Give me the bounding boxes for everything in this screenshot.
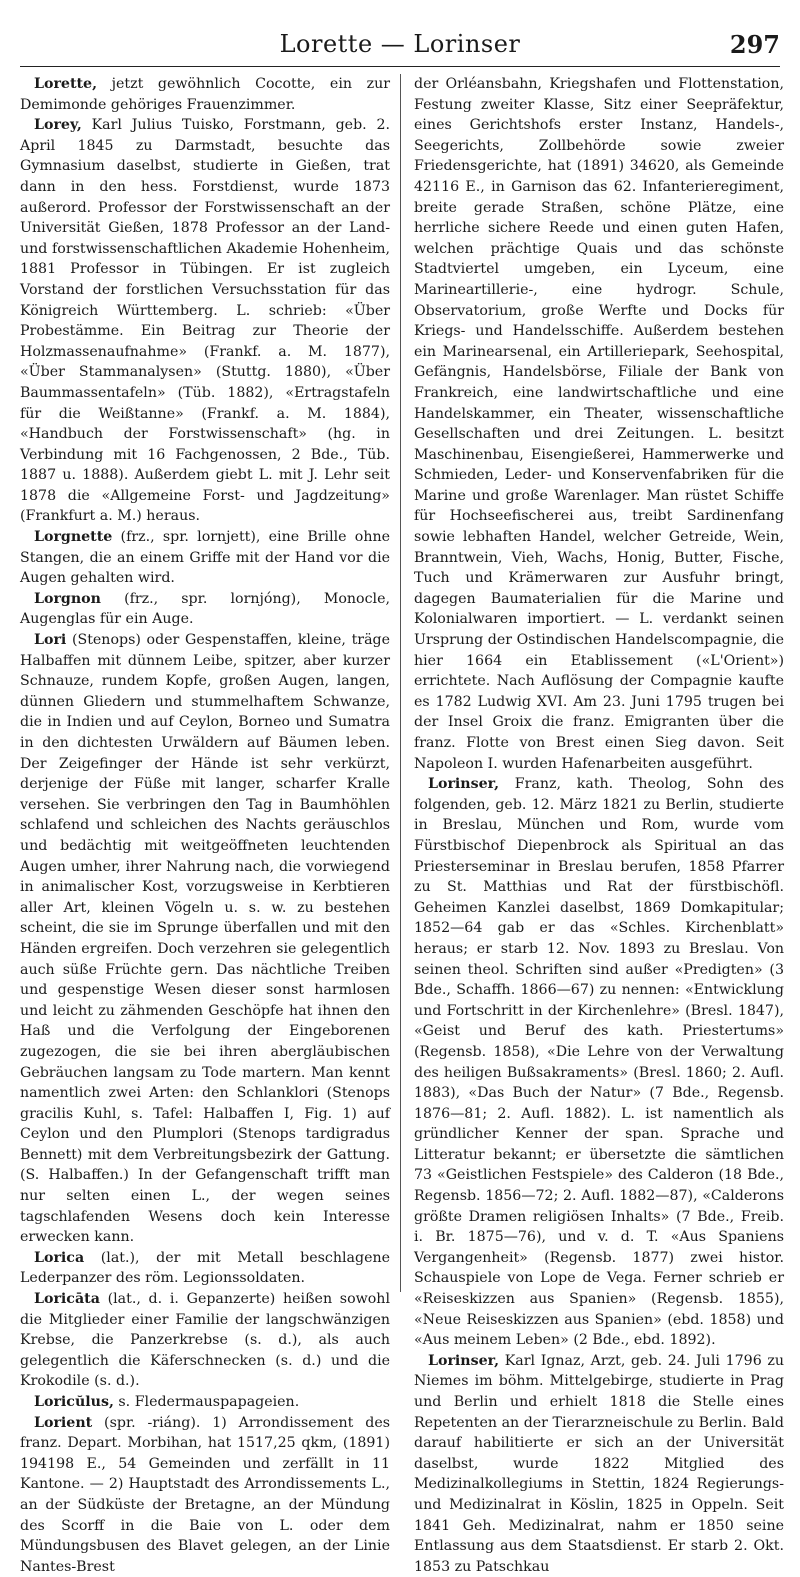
column-divider: [400, 74, 401, 1292]
entry-text: (spr. -riáng). 1) Arrondissement des franz. Depart. Morbihan, hat 1517,25 qkm, (1891) 194198 E., 54 Gemeinden und zerfällt in 11 Kantone. — 2) Hauptstadt des Arrondissements L., an der Südküste der Bretagne, an der Mündung des Scorff in die Baie von L. oder dem Mündungsbusen des Blavet gelegen, an der Linie Nantes-Brest: [20, 1414, 390, 1575]
entry-lorient: [20, 1413, 390, 1577]
running-title: Lorette — Lorinser: [279, 30, 521, 58]
right-column: [414, 74, 784, 1577]
entry-text: Karl Julius Tuisko, Forstmann, geb. 2. April 1845 zu Darmstadt, besuchte das Gymnasium daselbst, studierte in Gießen, trat dann in den hess. Forstdienst, wurde 1873 außerord. Professor der Forstwissenschaft an der Universität Gießen, 1878 Professor an der Land- und forstwissenschaftlichen Akademie Hohenheim, 1881 Professor in Tübingen. Er ist zugleich Vorstand der forstlichen Versuchsstation für das Königreich Württemberg. L. schrieb: «Über Probestämme. Ein Beitrag zur Theorie der Holzmassenaufnahme» (Frankf. a. M. 1877), «Über Stammanalysen» (Stuttg. 1880), «Über Baummassentafeln» (Tüb. 1882), «Ertragstafeln für die Weißtanne» (Frankf. a. M. 1884), «Handbuch der Forstwissenschaft» (hg. in Verbindung mit 16 Fachgenossen, 2 Bde., Tüb. 1887 u. 1888). Außerdem giebt L. mit J. Lehr seit 1878 die «Allgemeine Forst- und Jagdzeitung» (Frankfurt a. M.) heraus.: [20, 117, 390, 525]
left-column: [20, 74, 390, 1577]
headword: Loricāta: [34, 1291, 100, 1308]
entry-text: (frz., spr. lornjett), eine Brille ohne Stangen, die an einem Griffe mit der Hand vor die Augen gehalten wird.: [20, 529, 390, 587]
entry-text: (Stenops) oder Gespenstaffen, kleine, träge Halbaffen mit dünnem Leibe, spitzer, aber kurzer Schnauze, rundem Kopfe, großen Augen, langen, dünnen Gliedern und stummelhaftem Schwanze, die in Indien und auf Ceylon, Borneo und Sumatra in den dichtesten Urwäldern auf Bäumen leben. Der Zeigefinger der Hände ist sehr verkürzt, derjenige der Füße mit langer, scharfer Kralle versehen. Sie verbringen den Tag in Baumhöhlen schlafend und schleichen des Nachts geräuschlos und bedächtig mit weitgeöffneten leuchtenden Augen umher, ihrer Nahrung nach, die vorwiegend in animalischer Kost, vorzugsweise in Kerbtieren aller Art, kleinen Vögeln u. s. w. zu bestehen scheint, die sie im Sprunge überfallen und mit den Händen ergreifen. Doch verzehren sie gelegentlich auch süße Früchte gern. Das nächtliche Treiben und gespenstige Wesen dieser sonst harmlosen und leicht zu zähmenden Geschöpfe hat ihnen den Haß und die Verfolgung der Eingeborenen zugezogen, die sie bei ihren abergläubischen Gebräuchen langsam zu Tode martern. Man kennt namentlich zwei Arten: den Schlanklori (Stenops gracilis Kuhl, s. Tafel: Halbaffen I, Fig. 1) auf Ceylon und den Plumplori (Stenops tardigradus Bennett) mit dem Verbreitungsbezirk der Gattung. (S. Halbaffen.) In der Gefangenschaft trifft man nur selten einen L., der wegen seines tagschlafenden Wesens doch kein Interesse erwecken kann.: [20, 632, 390, 1246]
entry-lorey: [20, 115, 390, 527]
entry-loricata: [20, 1289, 390, 1392]
entry-text: jetzt gewöhnlich Cocotte, ein zur Demimonde gehöriges Frauenzimmer.: [20, 76, 390, 113]
entry-lori: [20, 630, 390, 1248]
headword: Lorica: [34, 1249, 85, 1266]
entry-loriculus: [20, 1392, 390, 1413]
entry-text: Karl Ignaz, Arzt, geb. 24. Juli 1796 zu Niemes im böhm. Mittelgebirge, studierte in Prag und Berlin und erhielt 1818 die Stelle eines Repetenten an der Tierarzneischule zu Berlin. Bald darauf habilitierte er sich an der Universität daselbst, wurde 1822 Mitglied des Medizinalkollegiums in Stettin, 1824 Regierungs- und Medizinalrat in Köslin, 1825 in Oppeln. Seit 1841 Geh. Medizinalrat, nahm er 1850 seine Entlassung aus dem Staatsdienst. Er starb 2. Okt. 1853 zu Patschkau: [414, 1352, 784, 1575]
headword: Lorient: [34, 1414, 93, 1431]
headword: Lorinser,: [428, 776, 500, 793]
entry-lorette: [20, 74, 390, 115]
entry-lorient-continued: [414, 74, 784, 774]
entry-lorgnette: [20, 527, 390, 589]
entry-text: (frz., spr. lornjóng), Monocle, Augenglas für ein Auge.: [20, 590, 390, 628]
headword: Lorgnon: [34, 590, 101, 607]
entry-text: Franz, kath. Theolog, Sohn des folgenden, geb. 12. März 1821 zu Berlin, studierte in Breslau, München und Rom, wurde vom Fürstbischof Diepenbrock als Spiritual an das Priesterseminar in Breslau berufen, 1858 Pfarrer zu St. Matthias und Rat der fürstbischöfl. Geheimen Kanzlei daselbst, 1869 Domkapitular; 1852—64 gab er das «Schles. Kirchenblatt» heraus; er starb 12. Nov. 1893 zu Breslau. Von seinen theol. Schriften sind außer «Predigten» (3 Bde., Schaffh. 1866—67) zu nennen: «Entwicklung und Fortschritt in der Kirchenlehre» (Bresl. 1847), «Geist und Beruf des kath. Priestertums» (Regensb. 1858), «Die Lehre von der Verwaltung des heiligen Bußsakraments» (Bresl. 1860; 2. Aufl. 1883), «Das Buch der Natur» (7 Bde., Regensb. 1876—81; 2. Aufl. 1882). L. ist namentlich als gründlicher Kenner der span. Sprache und Litteratur bekannt; er übersetzte die sämtlichen 73 «Geistlichen Festspiele» des Calderon (18 Bde., Regensb. 1856—72; 2. Aufl. 1882—87), «Calderons größte Dramen religiösen Inhalts» (7 Bde., Freib. i. Br. 1875—76), und v. d. T. «Aus Spaniens Vergangenheit» (Regensb. 1877) zwei histor. Schauspiele von Lope de Vega. Ferner schrieb er «Reiseskizzen aus Spanien» (Regensb. 1855), «Neue Reiseskizzen aus Spanien» (ebd. 1858) und «Aus meinem Leben» (2 Bde., ebd. 1892).: [414, 776, 784, 1349]
page-number: 297: [729, 30, 780, 59]
headword: Loricŭlus,: [34, 1394, 114, 1410]
entry-text: s. Fledermauspapageien.: [113, 1394, 300, 1410]
entry-lorgnon: [20, 589, 390, 630]
headword: Lori: [34, 632, 67, 649]
entry-text: (lat.), der mit Metall beschlagene Lederpanzer des röm. Legionssoldaten.: [20, 1249, 390, 1287]
headword: Lorey,: [34, 117, 82, 134]
page-header: [20, 30, 780, 67]
entry-text: der Orléansbahn, Kriegshafen und Flottenstation, Festung zweiter Klasse, Sitz einer Seepräfektur, eines Gerichtshofs erster Instanz, Handels-, Seegerichts, Zollbehörde sowie zweier Friedensgerichte, hat (1891) 34620, als Gemeinde 42116 E., in Garnison das 62. Infanterieregiment, breite gerade Straßen, schöne Plätze, eine herrliche sichere Reede und einen guten Hafen, welchen prächtige Quais und das schönste Stadtviertel umgeben, ein Lyceum, eine Marineartillerie-, eine hydrogr. Schule, Observatorium, große Werfte und Docks für Kriegs- und Handelsschiffe. Außerdem bestehen ein Marinearsenal, ein Artilleriepark, Seehospital, Gefängnis, Handelsbörse, Filiale der Bank von Frankreich, eine landwirtschaftliche und eine Handelskammer, ein Theater, wissenschaftliche Gesellschaften und drei Zeitungen. L. besitzt Maschinenbau, Eisengießerei, Hammerwerke und Schmieden, Leder- und Konservenfabriken für die Marine und große Warenlager. Man rüstet Schiffe für Hochseefischerei aus, treibt Sardinenfang sowie lebhaften Handel, welcher Getreide, Wein, Branntwein, Vieh, Wachs, Honig, Butter, Fische, Tuch und Krämerwaren zur Ausfuhr bringt, dagegen Baumaterialien für die Marine und Kolonialwaren importiert. — L. verdankt seinen Ursprung der Ostindischen Handelscompagnie, die hier 1664 ein Etablissement («L'Orient») errichtete. Nach Auflösung der Compagnie kaufte es 1782 Ludwig XVI. Am 23. Juni 1795 trugen bei der Insel Groix die franz. Emigranten über die franz. Flotte von Brest einen Sieg davon. Seit Napoleon I. wurden Hafenarbeiten ausgeführt.: [414, 76, 784, 772]
entry-lorinser-karl: [414, 1351, 784, 1577]
headword: Lorette,: [34, 76, 98, 92]
entry-lorica: [20, 1248, 390, 1289]
entry-lorinser-franz: [414, 774, 784, 1351]
entry-text: (lat., d. i. Gepanzerte) heißen sowohl die Mitglieder einer Familie der langschwänzigen Krebse, die Panzerkrebse (s. d.), als auch gelegentlich die Käferschnecken (s. d.) und die Krokodile (s. d.).: [20, 1291, 390, 1390]
headword: Lorgnette: [34, 529, 113, 546]
headword: Lorinser,: [428, 1352, 500, 1369]
